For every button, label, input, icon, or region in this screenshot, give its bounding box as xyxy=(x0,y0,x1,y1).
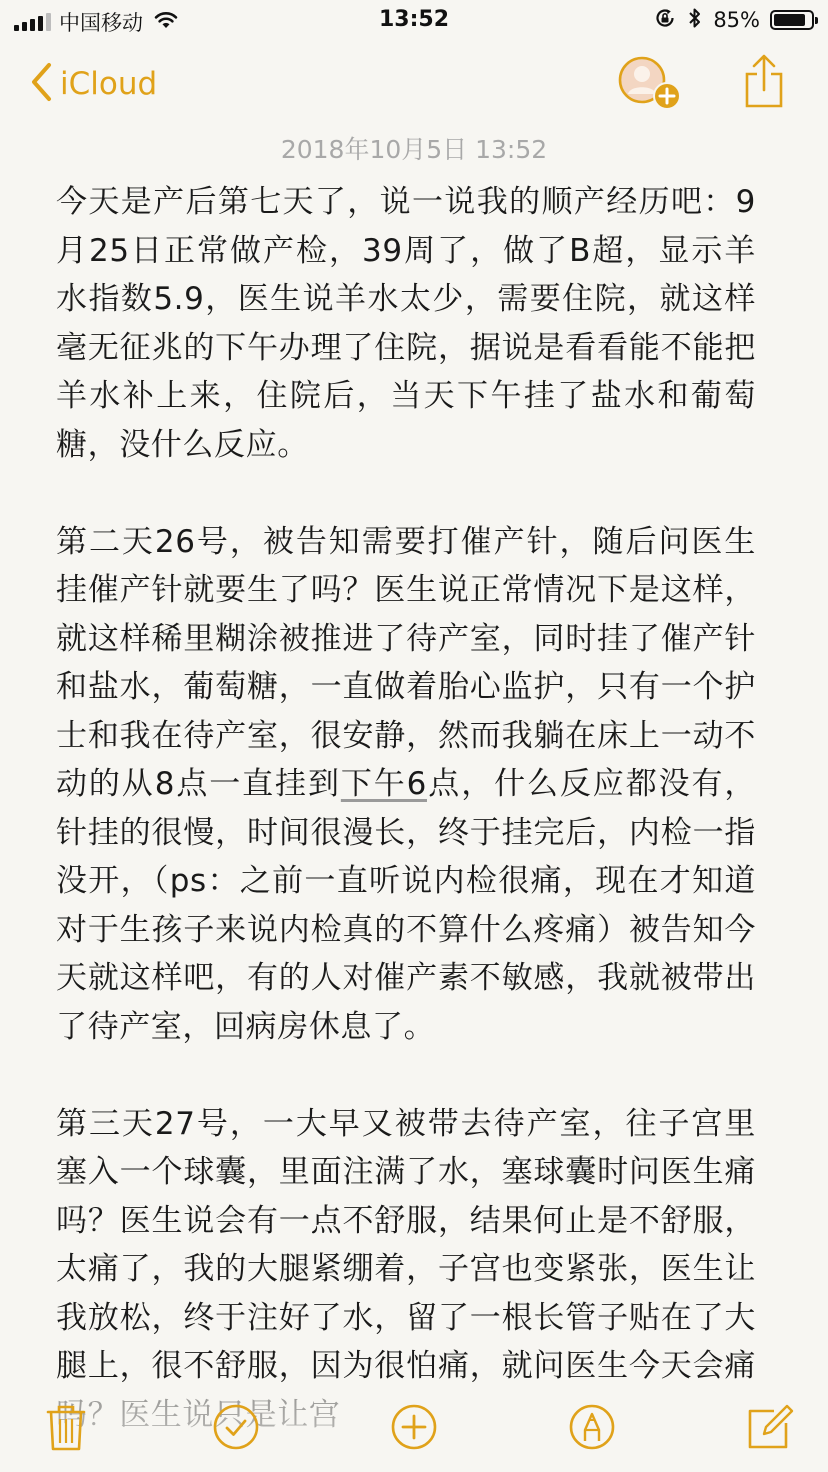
status-bar xyxy=(0,0,828,40)
markup-icon[interactable] xyxy=(566,1401,618,1453)
battery-fill xyxy=(774,14,805,26)
note-paragraph xyxy=(56,518,756,1052)
checklist-icon[interactable] xyxy=(210,1401,262,1453)
nav-bar xyxy=(0,40,828,130)
chevron-left-icon xyxy=(30,62,52,106)
add-icon[interactable] xyxy=(388,1401,440,1453)
status-right xyxy=(653,6,814,34)
status-time: 13:52 xyxy=(378,7,450,32)
bluetooth-icon xyxy=(687,6,703,34)
rotation-lock-icon xyxy=(653,6,677,34)
note-body[interactable] xyxy=(56,178,756,1439)
note-text: 第二天26号，被告知需要打催产针，随后问医生挂催产针就要生了吗？医生说正常情况下是这样，就这样稀里糊涂被推进了待产室，同时挂了催产针和盐水，葡萄糖，一直做着胎心监护，只有一个护士和我在待产室，很安静，然而我躺在床上一动不动的从8点一直挂到 xyxy=(56,523,756,802)
share-icon[interactable] xyxy=(742,52,786,112)
battery-percent: 85% xyxy=(713,8,760,32)
back-button[interactable] xyxy=(30,62,157,106)
note-paragraph: 第三天27号，一大早又被带去待产室，往子宫里塞入一个球囊，里面注满了水，塞球囊时问医生痛吗？医生说会有一点不舒服，结果何止是不舒服，太痛了，我的大腿紧绷着，子宫也变紧张，医生让我放松，终于注好了水，留了一根长管子贴在了大腿上，很不舒服，因为很怕痛，就问医生今天会痛 xyxy=(56,1105,756,1384)
trash-icon[interactable] xyxy=(40,1401,92,1453)
carrier-name: 中国移动 xyxy=(59,11,143,35)
note-text: 点，什么反应都没有，针挂的很慢，时间很漫长，终于挂完后，内检一指没开，（ps：之前一直听说内检很痛，现在才知道对于生孩子来说内检真的不算什么疼痛）被告知今天就这样吧，有的人对催产素不敏感，我就被带出了待产室，回病房休息了。 xyxy=(56,766,757,1045)
note-paragraph: 今天是产后第七天了，说一说我的顺产经历吧：9月25日正常做产检，39周了，做了B超，显示羊水指数5.9，医生说羊水太少，需要住院，就这样毫无征兆的下午办理了住院，据说是看看能不能把羊水补上来，住院后，当天下午挂了盐水和葡萄糖，没什么反应。 xyxy=(56,184,756,463)
battery-icon xyxy=(770,10,814,30)
add-person-icon[interactable] xyxy=(616,54,688,114)
note-date: 2018年10月5日 13:52 xyxy=(280,135,548,164)
back-label: iCloud xyxy=(60,66,158,102)
compose-icon[interactable] xyxy=(744,1401,796,1453)
detected-date-link[interactable]: 下午6 xyxy=(340,766,427,802)
bottom-toolbar xyxy=(0,1385,828,1472)
